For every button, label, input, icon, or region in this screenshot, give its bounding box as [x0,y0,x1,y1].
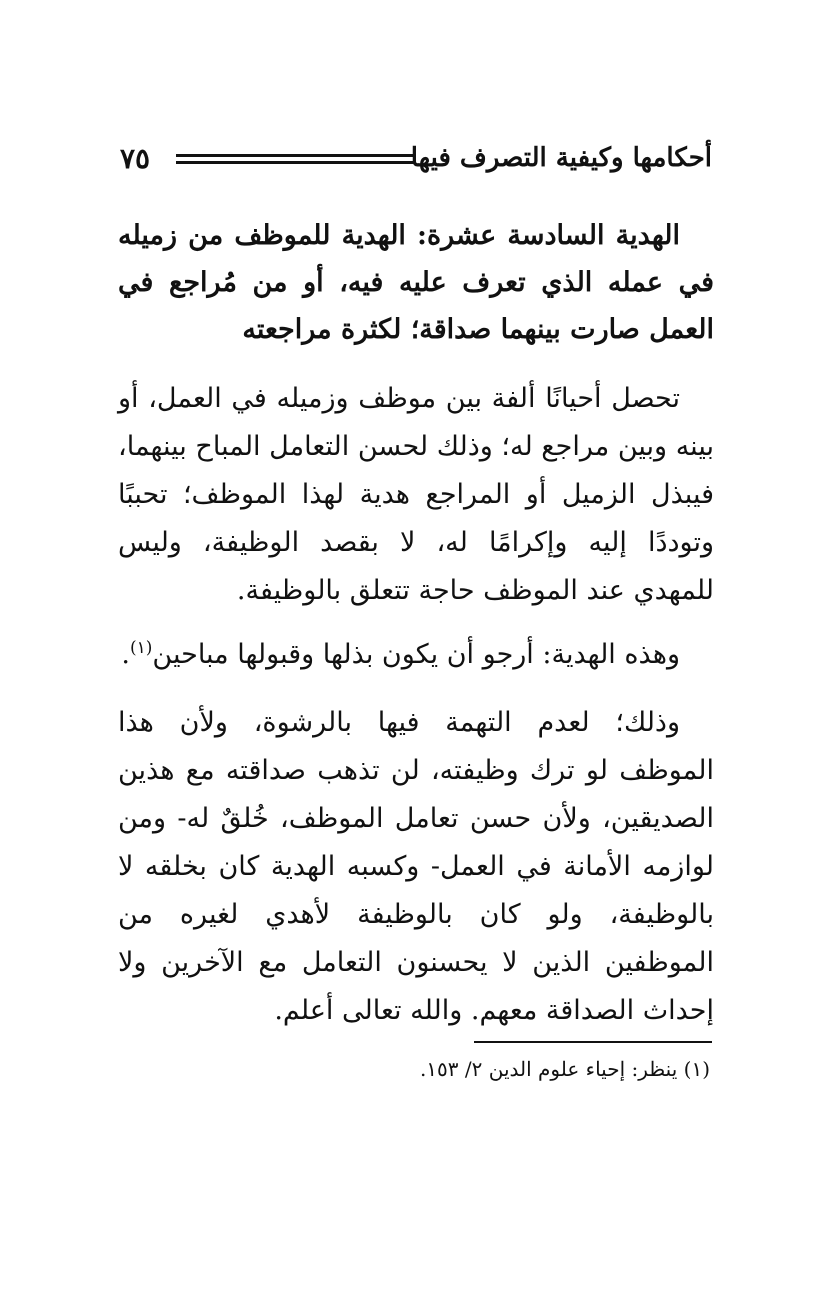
footnote-reference: (١) [130,638,153,658]
paragraph-2-text: وهذه الهدية: أرجو أن يكون بذلها وقبولها مباحين [152,639,680,670]
page-number: ٧٥ [120,142,151,175]
paragraph-2-end: . [121,639,130,670]
paragraph-2 [118,631,714,679]
paragraph-3: وذلك؛ لعدم التهمة فيها بالرشوة، ولأن هذا الموظف لو ترك وظيفته، لن تذهب صداقته مع هذين الصديقين، ولأن حسن تعامل الموظف، خُلقٌ له- ومن لوازمه الأمانة في العمل- وكسبه الهدية كان بخلقه لا بالوظيفة، ولو كان بالوظيفة لأهدي لغيره من الموظفين الذين لا يحسنون التعامل مع الآخرين ولا إحداث الصداقة معهم. والله تعالى أعلم. [118,707,714,1026]
footnote-1: (١) ينظر: إحياء علوم الدين ٢/ ١٥٣. [419,1057,710,1081]
running-title: أحكامها وكيفية التصرف فيها [410,143,712,173]
paragraph-1: تحصل أحيانًا ألفة بين موظف وزميله في العمل، أو بينه وبين مراجع له؛ وذلك لحسن التعامل المباح بينهما، فيبذل الزميل أو المراجع هدية لهذا الموظف؛ تحببًا وتوددًا إليه وإكرامًا له، لا بقصد الوظيفة، وليس للمهدي عند الموظف حاجة تتعلق بالوظيفة. [118,383,714,606]
header-rule-line-bottom [176,161,414,164]
page-content [118,212,714,1051]
section-heading: الهدية السادسة عشرة: الهدية للموظف من زميله في عمله الذي تعرف عليه فيه، أو من مُراجع في العمل صارت بينهما صداقة؛ لكثرة مراجعته [118,220,714,345]
footnote-separator [474,1041,712,1043]
header-rule [176,154,414,168]
page-header [120,138,712,182]
header-rule-line-top [176,154,414,157]
